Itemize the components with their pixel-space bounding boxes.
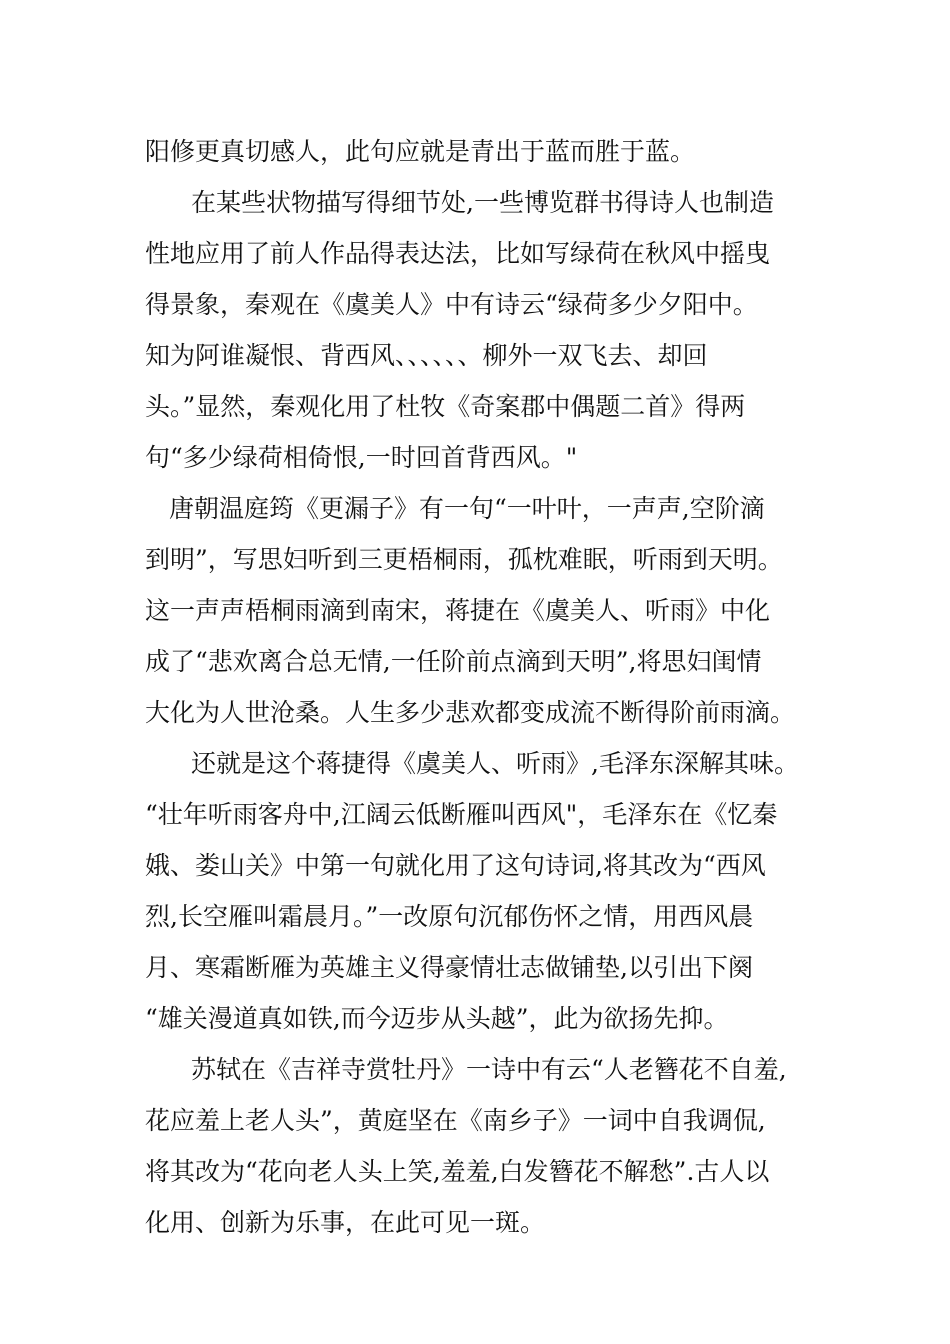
text-line: 性地应用了前人作品得表达法，比如写绿荷在秋风中摇曳 [145,239,771,268]
text-line: “雄关漫道真如铁,而今迈步从头越”，此为欲扬先抑。 [145,1004,729,1033]
text-line: 在某些状物描写得细节处,一些博览群书得诗人也制造 [191,188,774,217]
text-line: 到明”，写思妇听到三更梧桐雨，孤枕难眠，听雨到天明。 [145,545,783,574]
text-line: 成了“悲欢离合总无情,一任阶前点滴到天明”,将思妇闺情 [145,647,762,676]
text-line: 化用、创新为乐事，在此可见一斑。 [145,1208,546,1237]
text-line: 烈,长空雁叫霜晨月。”一改原句沉郁伤怀之情，用西风晨 [145,902,754,931]
text-line: 唐朝温庭筠《更漏子》有一句“一叶叶，一声声,空阶滴 [169,494,765,523]
text-line: 将其改为“花向老人头上笑,羞羞,白发簪花不解愁”.古人以 [145,1157,770,1186]
text-line: “壮年听雨客舟中,江阔云低断雁叫西风"，毛泽东在《忆秦 [145,800,778,829]
text-line: 苏轼在《吉祥寺赏牡丹》一诗中有云“人老簪花不自羞, [191,1055,787,1084]
text-line: 得景象，秦观在《虞美人》中有诗云“绿荷多少夕阳中。 [145,290,758,319]
text-line: 娥、娄山关》中第一句就化用了这句诗词,将其改为“西风 [145,851,766,880]
text-line: 句“多少绿荷相倚恨,一时回首背西风。" [145,443,578,472]
text-line: 知为阿谁凝恨、背西风、、、、、、柳外一双飞去、却回 [145,341,708,370]
body-text [145,126,825,1248]
text-line: 月、寒霜断雁为英雄主义得豪情壮志做铺垫,以引出下阕 [145,953,753,982]
text-line: 还就是这个蒋捷得《虞美人、听雨》,毛泽东深解其味。 [191,749,799,778]
text-line: 花应羞上老人头”，黄庭坚在《南乡子》一词中自我调侃, [145,1106,766,1135]
text-line: 头。”显然，秦观化用了杜牧《奇案郡中偶题二首》得两 [145,392,746,421]
text-line: 大化为人世沧桑。人生多少悲欢都变成流不断得阶前雨滴。 [145,698,796,727]
text-line: 这一声声梧桐雨滴到南宋，蒋捷在《虞美人、听雨》中化 [145,596,771,625]
text-line: 阳修更真切感人，此句应就是青出于蓝而胜于蓝。 [145,137,696,166]
